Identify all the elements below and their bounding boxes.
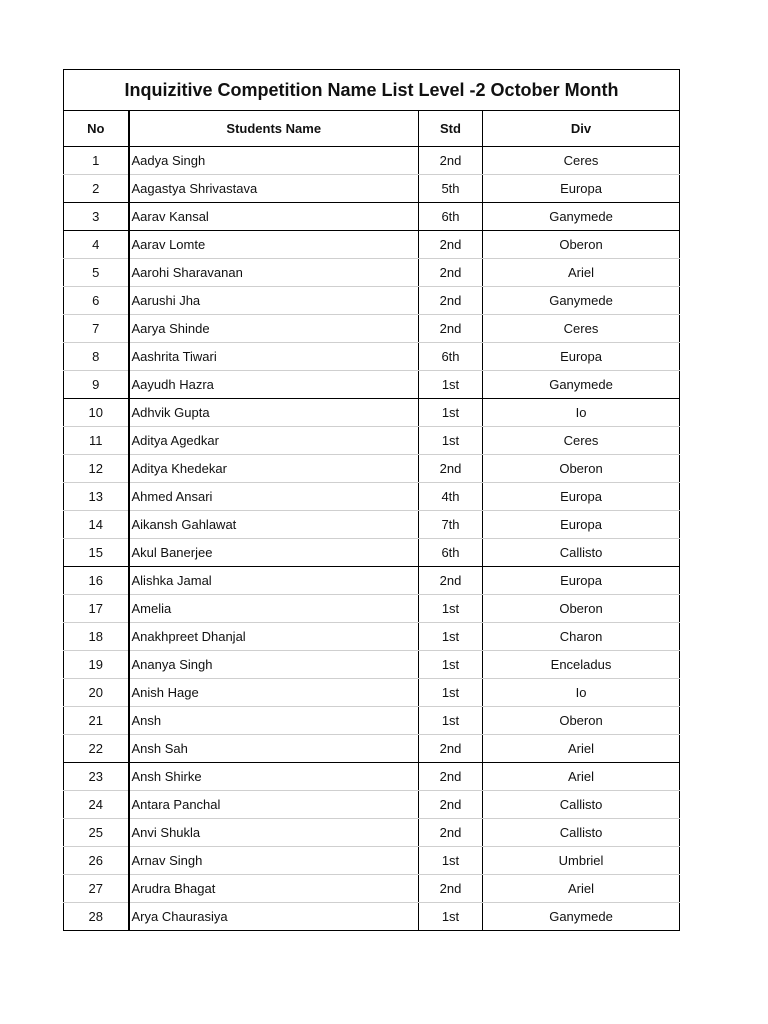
cell-div: Ganymede [483,371,680,399]
cell-no: 10 [64,399,129,427]
cell-std: 1st [419,903,483,931]
cell-student-name: Aashrita Tiwari [129,343,419,371]
table-row [64,707,680,735]
header-students-name: Students Name [129,111,419,147]
table-row [64,847,680,875]
cell-no: 4 [64,231,129,259]
cell-no: 21 [64,707,129,735]
table-row [64,651,680,679]
table-row [64,175,680,203]
cell-std: 6th [419,539,483,567]
table-title: Inquizitive Competition Name List Level -2 October Month [64,70,680,111]
cell-div: Enceladus [483,651,680,679]
cell-std: 2nd [419,819,483,847]
table-body [64,147,680,931]
cell-student-name: Aarushi Jha [129,287,419,315]
header-std: Std [419,111,483,147]
header-div: Div [483,111,680,147]
cell-no: 24 [64,791,129,819]
cell-no: 23 [64,763,129,791]
header-row [64,111,680,147]
table-row [64,371,680,399]
table-row [64,539,680,567]
cell-student-name: Anakhpreet Dhanjal [129,623,419,651]
table-row [64,595,680,623]
cell-div: Europa [483,511,680,539]
table-row [64,343,680,371]
cell-div: Ariel [483,735,680,763]
cell-student-name: Aditya Agedkar [129,427,419,455]
cell-student-name: Aarya Shinde [129,315,419,343]
cell-div: Europa [483,567,680,595]
cell-std: 2nd [419,875,483,903]
table-row [64,203,680,231]
cell-student-name: Arnav Singh [129,847,419,875]
cell-std: 2nd [419,763,483,791]
table-row [64,875,680,903]
cell-student-name: Amelia [129,595,419,623]
cell-std: 2nd [419,735,483,763]
cell-no: 14 [64,511,129,539]
cell-no: 18 [64,623,129,651]
table-row [64,231,680,259]
cell-div: Europa [483,483,680,511]
cell-div: Ariel [483,259,680,287]
cell-div: Oberon [483,455,680,483]
cell-student-name: Aagastya Shrivastava [129,175,419,203]
cell-student-name: Aadya Singh [129,147,419,175]
cell-no: 19 [64,651,129,679]
cell-no: 12 [64,455,129,483]
table-row [64,483,680,511]
cell-std: 2nd [419,259,483,287]
cell-no: 27 [64,875,129,903]
cell-std: 6th [419,203,483,231]
cell-student-name: Arya Chaurasiya [129,903,419,931]
cell-student-name: Ansh Sah [129,735,419,763]
cell-std: 2nd [419,567,483,595]
cell-std: 1st [419,595,483,623]
cell-div: Ceres [483,315,680,343]
cell-no: 7 [64,315,129,343]
cell-student-name: Aikansh Gahlawat [129,511,419,539]
cell-no: 13 [64,483,129,511]
cell-student-name: Aarohi Sharavanan [129,259,419,287]
cell-div: Europa [483,175,680,203]
table-row [64,511,680,539]
cell-std: 2nd [419,455,483,483]
cell-div: Ceres [483,147,680,175]
cell-student-name: Aarav Kansal [129,203,419,231]
table-row [64,427,680,455]
table-row [64,791,680,819]
cell-std: 1st [419,623,483,651]
cell-no: 3 [64,203,129,231]
cell-std: 2nd [419,315,483,343]
cell-student-name: Ansh [129,707,419,735]
cell-std: 4th [419,483,483,511]
cell-std: 5th [419,175,483,203]
cell-std: 6th [419,343,483,371]
cell-student-name: Anvi Shukla [129,819,419,847]
cell-std: 1st [419,427,483,455]
cell-student-name: Adhvik Gupta [129,399,419,427]
table-row [64,735,680,763]
cell-student-name: Ansh Shirke [129,763,419,791]
student-list-table [63,69,680,931]
cell-div: Umbriel [483,847,680,875]
cell-no: 26 [64,847,129,875]
cell-div: Ganymede [483,287,680,315]
cell-student-name: Ahmed Ansari [129,483,419,511]
cell-div: Ariel [483,875,680,903]
cell-div: Charon [483,623,680,651]
cell-no: 15 [64,539,129,567]
cell-std: 1st [419,847,483,875]
cell-no: 16 [64,567,129,595]
cell-no: 5 [64,259,129,287]
cell-std: 1st [419,399,483,427]
cell-student-name: Ananya Singh [129,651,419,679]
cell-no: 9 [64,371,129,399]
cell-std: 1st [419,707,483,735]
table-row [64,147,680,175]
cell-no: 17 [64,595,129,623]
table-row [64,819,680,847]
cell-no: 22 [64,735,129,763]
cell-div: Europa [483,343,680,371]
cell-student-name: Aarav Lomte [129,231,419,259]
cell-student-name: Aditya Khedekar [129,455,419,483]
cell-student-name: Antara Panchal [129,791,419,819]
cell-std: 1st [419,651,483,679]
cell-no: 25 [64,819,129,847]
cell-std: 1st [419,371,483,399]
cell-div: Callisto [483,819,680,847]
cell-std: 2nd [419,791,483,819]
cell-div: Ganymede [483,903,680,931]
cell-no: 2 [64,175,129,203]
cell-std: 2nd [419,231,483,259]
cell-student-name: Alishka Jamal [129,567,419,595]
table-row [64,287,680,315]
table-row [64,315,680,343]
cell-no: 20 [64,679,129,707]
cell-div: Callisto [483,791,680,819]
table-row [64,763,680,791]
table-row [64,259,680,287]
cell-div: Ceres [483,427,680,455]
cell-no: 1 [64,147,129,175]
cell-student-name: Akul Banerjee [129,539,419,567]
cell-no: 11 [64,427,129,455]
cell-div: Io [483,399,680,427]
cell-student-name: Aayudh Hazra [129,371,419,399]
cell-std: 2nd [419,147,483,175]
cell-div: Oberon [483,707,680,735]
cell-std: 1st [419,679,483,707]
table-row [64,903,680,931]
cell-div: Ariel [483,763,680,791]
cell-no: 28 [64,903,129,931]
cell-std: 2nd [419,287,483,315]
table-row [64,623,680,651]
cell-no: 8 [64,343,129,371]
cell-div: Io [483,679,680,707]
cell-student-name: Arudra Bhagat [129,875,419,903]
table-row [64,455,680,483]
cell-div: Oberon [483,595,680,623]
cell-div: Callisto [483,539,680,567]
cell-student-name: Anish Hage [129,679,419,707]
table-row [64,679,680,707]
table-row [64,567,680,595]
cell-div: Oberon [483,231,680,259]
table-row [64,399,680,427]
cell-div: Ganymede [483,203,680,231]
cell-no: 6 [64,287,129,315]
cell-std: 7th [419,511,483,539]
header-no: No [64,111,129,147]
